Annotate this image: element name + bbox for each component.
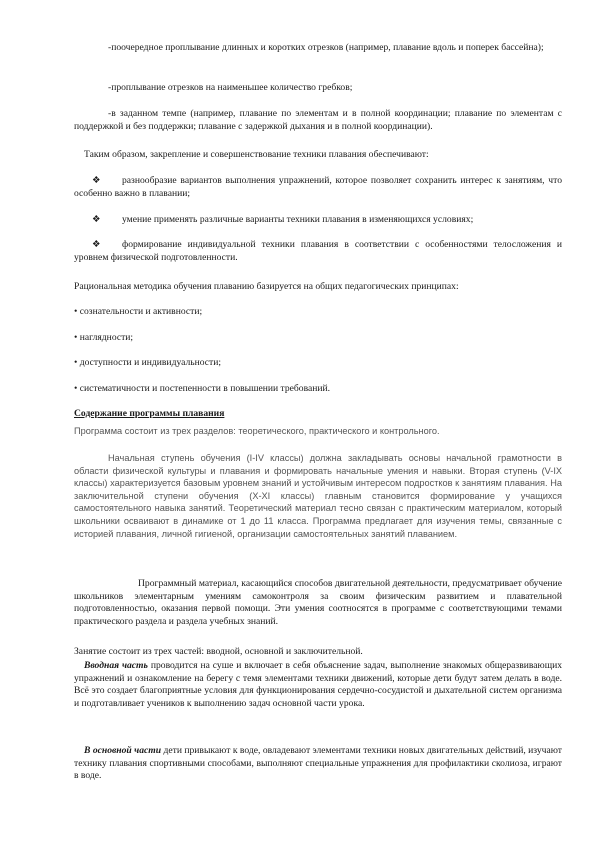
main-part-label: В основной части [84,745,162,756]
lesson-parts: Занятие состоит из трех частей: вводной, основной и заключительной. [74,646,363,657]
list-item-text: формирование индивидуальной техники плавания в соответствии с особенностями телосложения и уровнем физической подготовленности. [74,239,562,263]
diamond-bullet-icon: ❖ [92,239,101,250]
principle-item: • систематичности и постепенности в повышении требований. [74,383,331,394]
section-intro: Программа состоит из трех разделов: теоретического, практического и контрольного. [74,426,440,436]
paragraph-given-tempo: -в заданном темпе (например, плавание по элементам и в полной координации; плавание по элементам с поддержкой и без поддержки; плавание с задержкой дыхания и в полной координации). [74,108,562,132]
intro-part-text: проводится на суше и включает в себя объяснение задач, выполнение знакомых общеразвивающих упражнений и ознакомление на берегу с темя элементами техники движений, которые дети будут затем делать в воде. Всё это создает благоприятные условия для функционирования сердечно-сосудистой и дыхательной систем организма и подготавливает учеников к выполнению задач основной части урока. [74,660,563,709]
paragraph-thus: Таким образом, закрепление и совершенствование техники плавания обеспечивают: [84,149,429,160]
diamond-bullet-icon: ❖ [92,214,101,225]
principles-intro: Рациональная методика обучения плаванию базируется на общих педагогических принципах: [74,281,459,292]
principle-item: • сознательности и активности; [74,306,203,317]
intro-part-label: Вводная часть [84,660,148,671]
principle-item: • доступности и индивидуальности; [74,357,222,368]
principle-item: • наглядности; [74,332,134,343]
list-item [74,214,562,227]
program-paragraph: Программный материал, касающийся способов двигательной деятельности, предусматривает обучение школьников элементарным умениям самоконтроля за своим физическим развитием и плавательной подготовленностью, оказания первой помощи. Эти умения соотносятся в программе с соответствующими темами практического раздела и раздела учебных знаний. [74,578,562,627]
list-item-text: разнообразие вариантов выполнения упражнений, которое позволяет сохранить интерес к занятиям, что особенно важно в плавании; [74,175,562,199]
list-item-text: умение применять различные варианты техники плавания в изменяющихся условиях; [122,214,474,225]
list-item [74,175,562,200]
paragraph-alternate-distances: -поочередное проплывание длинных и коротких отрезков (например, плавание вдоль и поперек бассейна); [108,42,544,53]
levels-paragraph: Начальная ступень обучения (I-IV классы) должна закладывать основы начальной грамотности в области физической культуры и плавания и формировать начальные умения и навыки. Вторая ступень (V-IX классы) характеризуется базовым уровнем знаний и устойчивым интересом подростков к занятиям плавания. На заключительной ступени обучения (X-XI классы) главным становится формирование у учащихся самостоятельного навыка занятий. Теоретический материал тесно связан с практическим материалом, который школьники осваивают в динамике от 1 до 11 класса. Программа предлагает для изучения темы, связанные с историей плавания, личной гигиеной, организации самостоятельных занятий плаванием. [74,453,562,539]
main-part-paragraph [74,745,562,783]
paragraph-fewest-strokes: -проплывание отрезков на наименьшее количество гребков; [108,82,353,93]
main-part-text: дети привыкают к воде, овладевают элементами техники новых двигательных действий, изучают технику плавания спортивными способами, выполняют специальные упражнения для профилактики сколиоза, играют в воде. [74,745,562,782]
intro-part-paragraph [74,660,562,710]
section-heading: Содержание программы плавания [74,408,225,419]
list-item [74,239,562,264]
diamond-bullet-icon: ❖ [92,175,101,186]
